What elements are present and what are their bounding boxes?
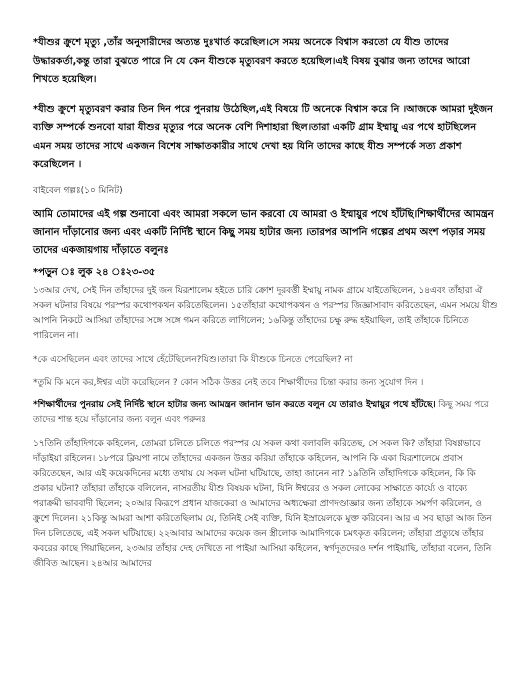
instruction-2: *শিক্ষার্থীদের পুনরায় সেই নির্দিষ্ট স্থানে হাটার জন্য আমন্ত্রন জানান ভান করতে বলুন যে তারাও ইম্মায়ুর পথে হাঁটছে। (33, 399, 436, 410)
instruction-paragraph-2 (33, 398, 498, 429)
question-1: *কে এসেছিলেন এবং তাদের সাথে হেঁটেছিলেন? (33, 354, 202, 365)
question-2-note: কোন সঠিক উত্তর নেই তবে শিক্ষার্থীদের চিন্তা করার জন্য সুযোগ দিন । (180, 377, 424, 388)
scripture-passage-1: ১৩আর দেখ, সেই দিন তাঁহাদের দুই জন যিরূশালেম হইতে চারি ক্রোশ দূরবর্ত্তী ইম্মায়ু নামক গ্রামে যাইতেছিলেন, ১৪এবং তাঁহারা ঐ সকল ঘটনার বিষয়ে পরস্পর কথোপকথন করিতেছিলেন। ১৫তাঁহারা কথোপকথন ও পরস্পর জিজ্ঞাসাবাদ করিতেছেন, এমন সময়ে যীশু আপনি নিকটে আসিয়া তাঁহাদের সঙ্গে সঙ্গে গমন করিতে লাগিলেন; ১৬কিন্তু তাঁহাদের চক্ষু রুদ্ধ হইয়াছিল, তাই তাঁহাকে চিনিতে পারিলেন না। (33, 285, 498, 341)
intro-paragraph-2: *যীশু ক্রুশে মৃত্যুবরণ করার তিন দিন পরে পুনরায় উঠেছিল,এই বিষয়ে টি অনেকে বিশ্বাস করে নি ।আজকে আমরা দুইজন ব্যক্তি সম্পর্কে শুনবো যারা যীশুর মৃত্যুর পরে অনেক বেশি দিশাহারা ছিল।তারা একটি গ্রাম ইম্মায়ু এর পথে হাটছিলেন এমন সময় তাদের সাথে একজন বিশেষ সাক্ষাতকারীর সাথে দেখা হয় যিনি তাদের কাছে যীশু সম্পর্কে সত্য প্রকাশ করেছিলেন । (33, 103, 493, 170)
answer-1: যিশু।তারা কি যীশুকে চিনতে পেরেছিল? না (201, 354, 353, 365)
instruction-paragraph: আমি তোমাদের এই গল্প শুনাবো এবং আমরা সকলে ভান করবো যে আমরা ও ইম্মায়ুর পথে হাঁটছি।শিক্ষার্থীদের আমন্ত্রন জানান দাঁড়ানোর জন্য এবং একটি নির্দিষ্ট স্থানে কিছু সময় হাটার জন্য ।তারপর আপনি গল্পের প্রথম অংশ পড়ার সময় তাদের একজায়গায় দাঁড়াতে বলুনঃ (33, 208, 494, 256)
question-2: *তুমি কি মনে কর,ঈশ্বর এটা করেছিলেন ? (33, 377, 178, 388)
reading-reference: *পড়ুন ঃ লুক ২৪ ঃ২৩-৩৫ (33, 266, 156, 278)
question-paragraph-2 (33, 375, 498, 391)
intro-paragraph-1: *যীশুর ক্রুশে মৃত্যু ,তাঁর অনুসারীদের অত্যন্ত দুঃখার্ত করেছিল।সে সময় অনেকে বিশ্বাস করতো যে যীশু তাদের উদ্ধারকর্তা,কন্তু তারা বুঝতে পারে নি যে কেন যীশুকে মৃত্যুবরণ করতে হয়েছিল।এই বিষয় বুঝার জন্য তাদের আরো শিখতে হয়েছিল। (33, 37, 470, 85)
story-time-heading: বাইবেল গল্পঃ(১০ মিনিট) (33, 185, 123, 196)
question-paragraph-1 (33, 352, 498, 368)
instruction-2-note: কিছু সময় পরে তাদের শান্ত হয়ে দাঁড়ানোর জন্য বলুন এবং পরুনঃ (33, 399, 489, 425)
scripture-passage-2: ১৭তিনি তাঁহাদিগকে কহিলেন, তোমরা চলিতে চলিতে পরস্পর যে সকল কথা বলাবলি করিতেছ, সে সকল কি? তাঁহারা বিষণ্ণভাবে দাঁড়াইয়া রহিলেন। ১৮পরে ক্লিয়পা নামে তাঁহাদের একজন উত্তর করিয়া তাঁহাকে কহিলেন, আপনি কি একা যিরূশালেমে প্রবাস করিতেছেন, আর এই কয়েকদিনের মধ্যে তথায় যে সকল ঘটনা ঘটিয়াছে, তাহা জানেন না? ১৯তিনি তাঁহাদিগকে কহিলেন, কি কি প্রকার ঘটনা? তাঁহারা তাঁহাকে বলিলেন, নাসরতীয় যীশু বিষয়ক ঘটনা, যিনি ঈশ্বরের ও সকল লোকের সাক্ষাতে কার্য্যে ও বাক্যে পরাক্রমী ভাববাদী ছিলেন; ২০আর কিরূপে প্রধান যাজকেরা ও আমাদের অধ্যক্ষেরা প্রাণদণ্ডাজ্ঞার জন্য তাঁহাকে সমর্পণ করিলেন, ও ক্রুশে দিলেন। ২১কিন্তু আমরা আশা করিতেছিলাম যে, তিনিই সেই ব্যক্তি, যিনি ইস্রায়েলকে মুক্ত করিবেন। আর এ সব ছাড়া আজ তিন দিন চলিতেছে, এই সকল ঘটিয়াছে। ২২আবার আমাদের কয়েক জন স্ত্রীলোক আমাদিগকে চমৎকৃত করিলেন; তাঁহারা প্রত্যুষে তাঁহার কবরের কাছে গিয়াছিলেন, ২৩আর তাঁহার দেহ দেখিতে না পাইয়া আসিয়া কহিলেন, স্বর্গদূতদেরও দর্শন পাইয়াছি, তাঁহারা বলেন, তিনি জীবিত আছেন। ২৪আর আমাদের (33, 438, 492, 569)
